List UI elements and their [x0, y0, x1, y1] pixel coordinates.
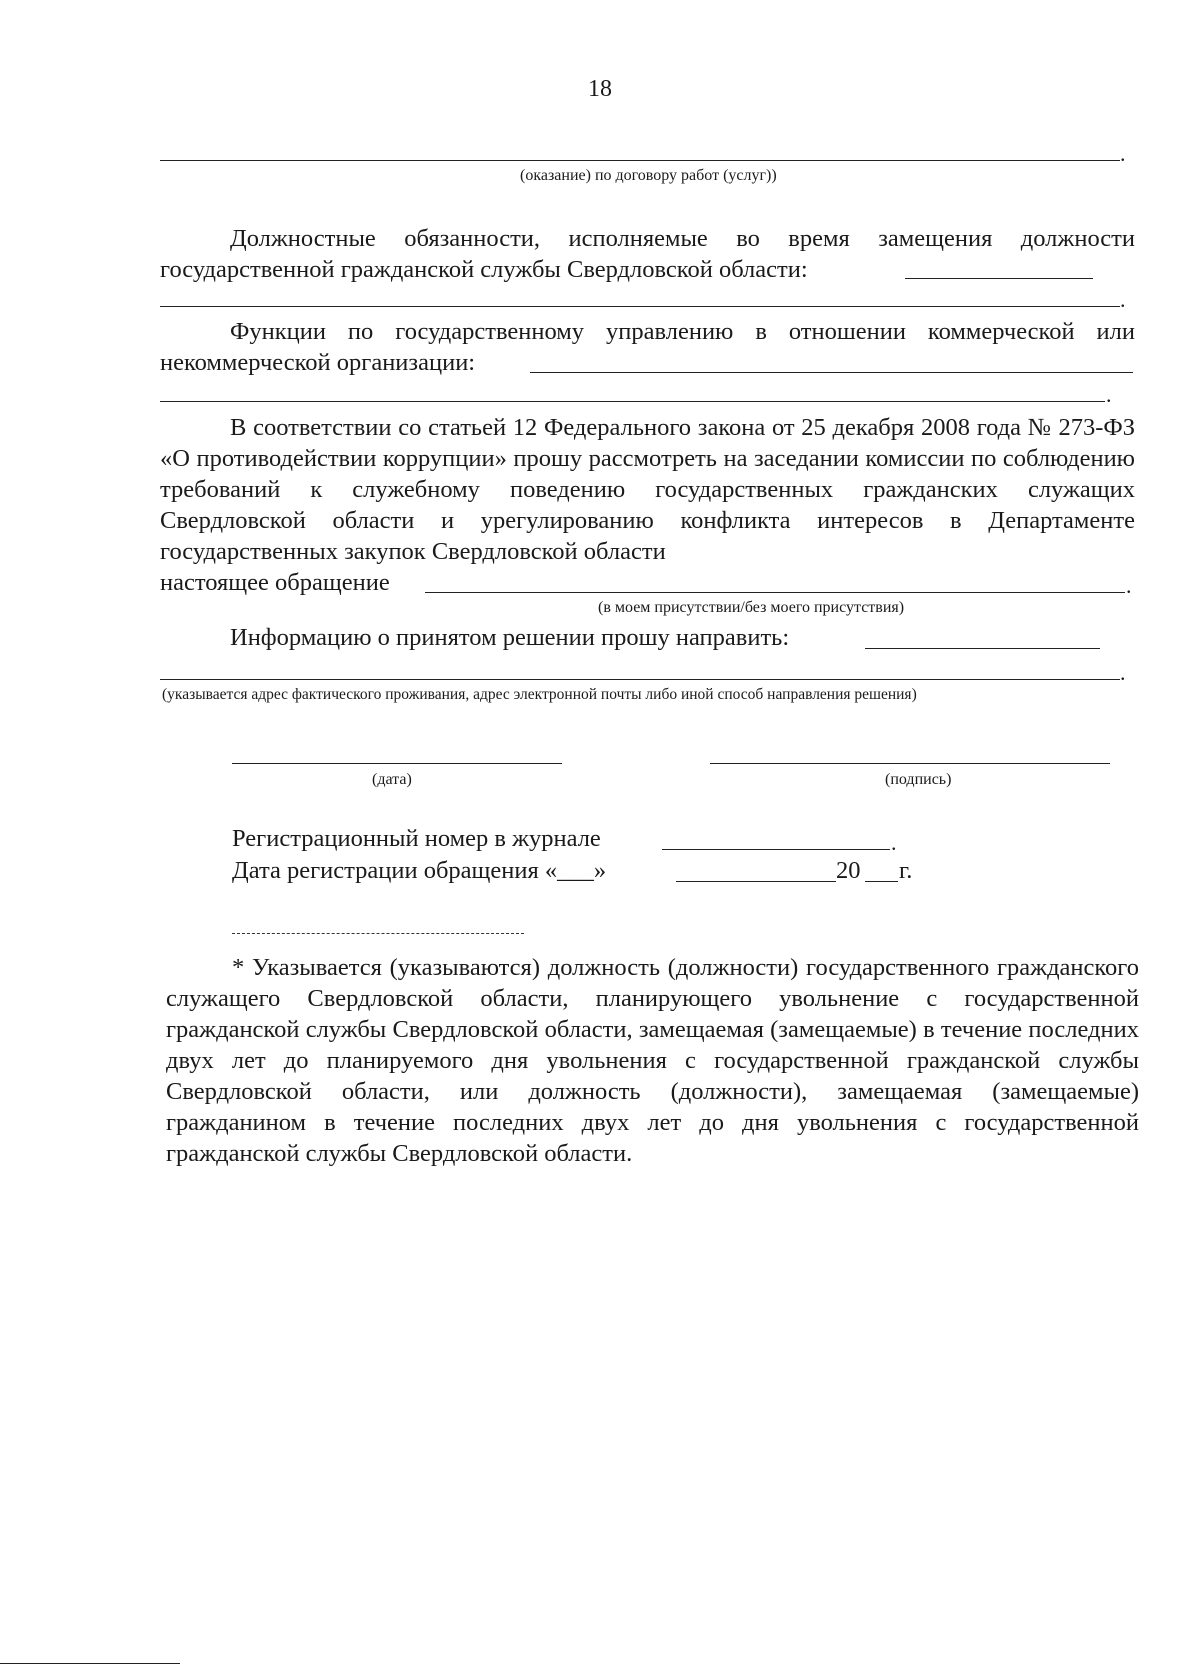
signature-line: [710, 763, 1110, 764]
request-text: В соответствии со статьей 12 Федерального закона от 25 декабря 2008 года № 273-ФЗ «О противодействии коррупции» прошу рассмотреть на заседании комиссии по соблюдению требований к служебному поведению государственных гражданских служащих Свердловской области и урегулированию конфликта интересов в Департаменте государственных закупок Свердловской области: [160, 414, 1135, 565]
registration-year-line: [865, 881, 898, 882]
blank-line-functions: [160, 401, 1105, 402]
blank-line-info-inline: [865, 648, 1100, 649]
blank-line-functions-inline: [530, 372, 1133, 373]
registration-year-suffix: г.: [899, 857, 913, 884]
line-end-dot: .: [1126, 573, 1132, 598]
blank-line-request: [425, 592, 1125, 593]
functions-paragraph: [160, 316, 1135, 378]
blank-line-contract: [160, 160, 1120, 161]
caption-contract: (оказание) по договору работ (услуг)): [520, 167, 777, 184]
request-paragraph: [160, 412, 1135, 567]
caption-date: (дата): [372, 771, 412, 788]
duties-text: Должностные обязанности, исполняемые во время замещения должности государственной гражданской службы Свердловской области:: [160, 225, 1135, 283]
blank-line-duties-inline: [905, 278, 1093, 279]
page-number: 18: [588, 76, 612, 102]
blank-line-info: [160, 679, 1120, 680]
caption-presence: (в моем присутствии/без моего присутствия): [598, 599, 905, 616]
request-last-line: настоящее обращение: [160, 569, 390, 596]
date-line: [232, 763, 562, 764]
footnote-separator: [232, 933, 524, 934]
line-end-dot: .: [1106, 382, 1112, 407]
line-end-dot: .: [1120, 660, 1126, 685]
line-end-dot: .: [1120, 287, 1126, 312]
registration-number-line: [662, 849, 890, 850]
registration-number-label: Регистрационный номер в журнале: [232, 825, 601, 852]
registration-date-label: Дата регистрации обращения «___»: [232, 857, 607, 884]
registration-date-line: [676, 881, 836, 882]
registration-year-prefix: 20: [836, 857, 861, 884]
footnote-paragraph: [166, 952, 1139, 1169]
functions-text: Функции по государственному управлению в отношении коммерческой или некоммерческой организации:: [160, 318, 1135, 376]
line-end-dot: .: [891, 830, 897, 855]
info-text: Информацию о принятом решении прошу направить:: [230, 624, 790, 651]
footnote-text: * Указывается (указываются) должность (должности) государственного гражданского служащего Свердловской области, планирующего увольнение с государственной гражданской службы Свердловской области, замещаемая (замещаемые) в течение последних двух лет до планируемого дня увольнения с государственной гражданской службы Свердловской области, или должность (должности), замещаемая (замещаемые) гражданином в течение последних двух лет до дня увольнения с государственной гражданской службы Свердловской области.: [166, 954, 1139, 1167]
caption-signature: (подпись): [885, 771, 952, 788]
blank-line-duties: [160, 306, 1120, 307]
bottom-rule: [0, 1663, 180, 1664]
line-end-dot: .: [1120, 141, 1126, 166]
caption-address: (указывается адрес фактического проживания, адрес электронной почты либо иной способ направления решения): [162, 686, 917, 703]
duties-paragraph: [160, 223, 1135, 285]
